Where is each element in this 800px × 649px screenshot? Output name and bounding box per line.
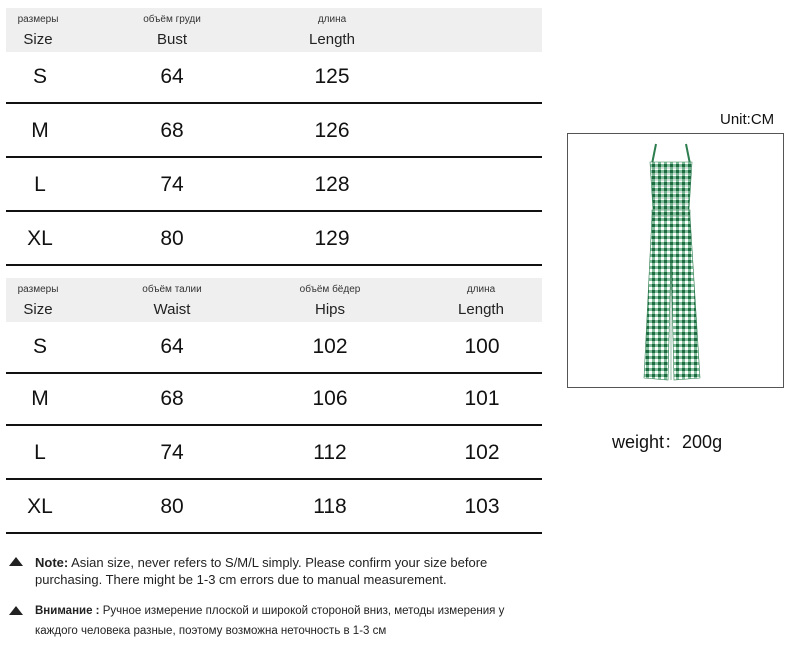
header-bust: объём груди Bust: [143, 14, 201, 48]
table-row: [6, 322, 542, 374]
size-cell: S: [32, 335, 47, 358]
warning-triangle-icon: [9, 606, 23, 615]
unit-label: Unit:CM: [720, 111, 775, 128]
length-cell: 125: [314, 65, 350, 88]
size-table-top: [6, 8, 542, 268]
hips-cell: 102: [312, 335, 348, 358]
header-size: размеры Size: [17, 284, 59, 318]
waist-cell: 80: [160, 495, 184, 518]
note-english: [9, 554, 549, 590]
size-cell: M: [31, 387, 49, 410]
waist-cell: 74: [160, 441, 184, 464]
product-photo: [567, 133, 784, 388]
table-row: [6, 106, 542, 158]
note-text: Asian size, never refers to S/M/L simply. Please confirm your size before purchasing. There might be 1-3 cm errors due to manual measurement.: [35, 555, 488, 587]
size-cell: L: [34, 441, 46, 464]
table-row: [6, 52, 542, 104]
size-cell: M: [31, 119, 49, 142]
size-cell: L: [34, 173, 46, 196]
table-row: [6, 214, 542, 266]
table-row: [6, 160, 542, 212]
bust-cell: 74: [160, 173, 184, 196]
weight-label: weight：200g: [612, 432, 723, 452]
size-cell: XL: [27, 227, 53, 250]
warning-triangle-icon: [9, 557, 23, 566]
length-cell: 102: [464, 441, 500, 464]
hips-cell: 118: [313, 495, 347, 518]
header-hips: объём бёдер Hips: [299, 284, 361, 318]
length-cell: 126: [314, 119, 350, 142]
jumpsuit-image: [568, 134, 783, 387]
header-waist: объём талии Waist: [142, 284, 202, 318]
length-cell: 101: [464, 387, 500, 410]
table-row: [6, 374, 542, 426]
table-row: [6, 482, 542, 534]
note-text: Ручное измерение плоской и широкой стороной вниз, методы измерения у каждого человека разные, поэтому возможна неточность в 1-3 см: [35, 605, 505, 637]
table-header: [6, 8, 542, 52]
note-label: Note:: [35, 555, 69, 570]
bust-cell: 68: [160, 119, 184, 142]
bust-cell: 64: [160, 65, 184, 88]
header-length: длина Length: [309, 14, 355, 48]
length-cell: 103: [464, 495, 500, 518]
size-cell: S: [32, 65, 47, 88]
size-cell: XL: [27, 495, 53, 518]
length-cell: 128: [314, 173, 350, 196]
table-header: [6, 278, 542, 322]
note-russian: [9, 601, 549, 641]
length-cell: 129: [314, 227, 350, 250]
header-length: длина Length: [458, 284, 504, 318]
waist-cell: 64: [160, 335, 184, 358]
bust-cell: 80: [160, 227, 184, 250]
hips-cell: 112: [313, 441, 347, 464]
size-table-bottom: [6, 278, 542, 538]
header-size: размеры Size: [17, 14, 59, 48]
note-label: Внимание :: [35, 605, 100, 617]
table-row: [6, 428, 542, 480]
waist-cell: 68: [160, 387, 184, 410]
length-cell: 100: [464, 335, 500, 358]
hips-cell: 106: [312, 387, 348, 410]
